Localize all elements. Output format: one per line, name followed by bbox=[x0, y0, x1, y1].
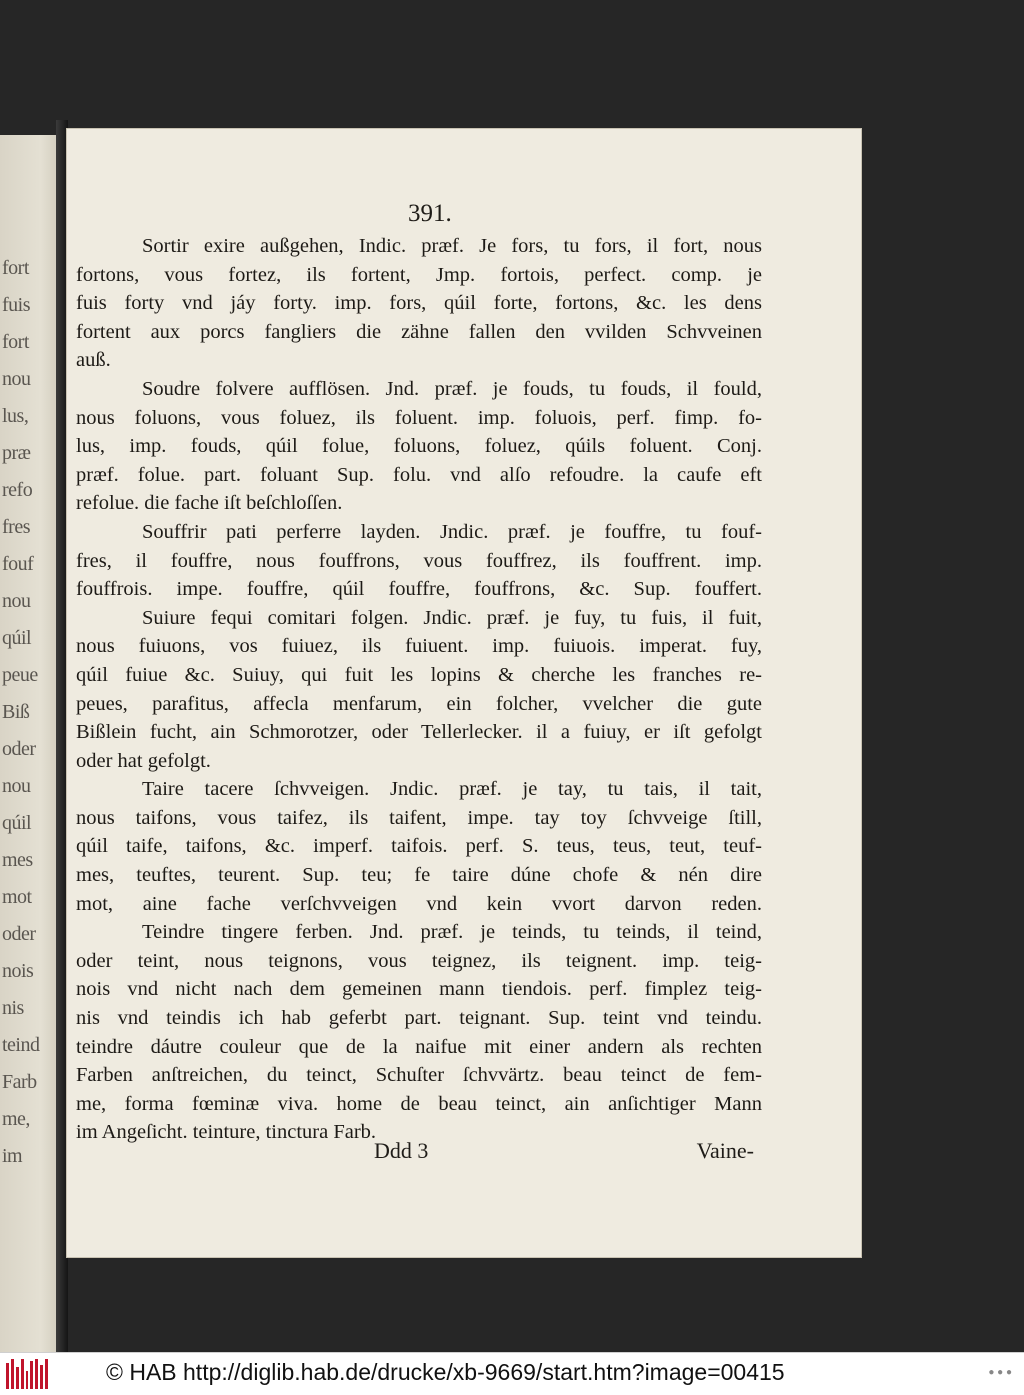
text-line: Taire tacere ſchvveigen. Jndic. præf. je tay, tu tais, il tait, bbox=[142, 778, 762, 801]
text-line: teindre dáutre couleur que de la naifue mit einer andern als rechten bbox=[76, 1035, 762, 1058]
text-line: fres, il fouffre, nous fouffrons, vous fouffrez, ils fouffrent. imp. bbox=[76, 549, 762, 572]
text-line: fortent aux porcs fangliers die zähne fallen den vvilden Schvveinen bbox=[76, 320, 762, 343]
text-line: qúil fuiue &c. Suiuy, qui fuit les lopins & cherche les franches re- bbox=[76, 663, 762, 686]
text-line: Teindre tingere ferben. Jnd. præf. je teinds, tu teinds, il teind, bbox=[142, 921, 762, 944]
viewer-footer bbox=[0, 1352, 1024, 1395]
left-page-fragment: oder bbox=[2, 738, 36, 760]
left-page-fragment: fort bbox=[2, 331, 29, 353]
text-line: oder hat gefolgt. bbox=[76, 749, 211, 772]
text-line: mes, teuftes, teurent. Sup. teu; fe taire dúne chofe & nén dire bbox=[76, 864, 762, 887]
catchword: Vaine- bbox=[696, 1138, 754, 1163]
left-page-fragment: nou bbox=[2, 775, 31, 797]
text-line: lus, imp. fouds, qúil folue, foluons, foluez, qúils foluent. Conj. bbox=[76, 435, 762, 458]
left-page-fragment: fort bbox=[2, 257, 29, 279]
left-page-fragment: mes bbox=[2, 849, 33, 871]
page-number: 391. bbox=[408, 200, 452, 227]
left-page-fragment: lus, bbox=[2, 405, 29, 427]
text-line: Farben anſtreichen, du teinct, Schuſter ſchvvärtz. beau teinct de fem- bbox=[76, 1064, 762, 1087]
text-line: nous fuiuons, vos fuiuez, ils fuiuent. imp. fuiuois. imperat. fuy, bbox=[76, 635, 762, 658]
text-line: nous foluons, vous foluez, ils foluent. imp. foluois, perf. fimp. fo- bbox=[76, 406, 762, 429]
left-page-fragment: refo bbox=[2, 479, 33, 501]
left-page-fragment: teind bbox=[2, 1034, 40, 1056]
copyright-link[interactable]: © HAB http://diglib.hab.de/drucke/xb-9669/start.htm?image=00415 bbox=[106, 1359, 785, 1385]
left-page-fragment: nois bbox=[2, 960, 34, 982]
text-line: Suiure fequi comitari folgen. Jndic. præf. je fuy, tu fuis, il fuit, bbox=[142, 606, 762, 629]
left-page-fragment: peue bbox=[2, 664, 38, 686]
hab-barcode-icon bbox=[6, 1357, 48, 1389]
left-page-fragment: nis bbox=[2, 997, 24, 1019]
left-page-fragment: fres bbox=[2, 516, 30, 538]
left-page-fragment: nou bbox=[2, 368, 31, 390]
text-line: fuis forty vnd jáy forty. imp. fors, qúil forte, fortons, &c. les dens bbox=[76, 292, 762, 315]
left-page-fragment: im bbox=[2, 1145, 23, 1167]
text-line: Soudre folvere aufflösen. Jnd. præf. je fouds, tu fouds, il fould, bbox=[142, 377, 762, 400]
text-line: Souffrir pati perferre layden. Jndic. præf. je fouffre, tu fouf- bbox=[142, 520, 762, 543]
left-page-fragment: qúil bbox=[2, 627, 32, 649]
left-page-fragment: me, bbox=[2, 1108, 30, 1130]
text-line: auß. bbox=[76, 349, 111, 372]
left-page-fragment: Farb bbox=[2, 1071, 37, 1093]
text-line: refolue. die fache iſt beſchloſſen. bbox=[76, 492, 343, 515]
text-line: peues, parafitus, affecla menfarum, ein folcher, vvelcher die gute bbox=[76, 692, 762, 715]
left-page-fragment: præ bbox=[2, 442, 31, 464]
footer-dots-icon: ● ● ● bbox=[988, 1367, 1012, 1378]
page-text bbox=[76, 232, 762, 1147]
left-page-fragment: oder bbox=[2, 923, 36, 945]
left-page-fragment: mot bbox=[2, 886, 32, 908]
text-line: im Angeſicht. teinture, tinctura Farb. bbox=[76, 1121, 377, 1144]
text-line: nous taifons, vous taifez, ils taifent, impe. tay toy ſchvveige ſtill, bbox=[76, 806, 762, 829]
signature-mark: Ddd 3 bbox=[374, 1138, 429, 1163]
text-line: Sortir exire außgehen, Indic. præf. Je fors, tu fors, il fort, nous bbox=[142, 235, 762, 257]
text-line: nis vnd teindis ich hab geferbt part. teignant. Sup. teint vnd teindu. bbox=[76, 1007, 762, 1030]
text-line: Bißlein fucht, ain Schmorotzer, oder Tellerlecker. il a fuiuy, er iſt gefolgt bbox=[76, 721, 762, 744]
left-page-fragment: fuis bbox=[2, 294, 30, 316]
text-line: fortons, vous fortez, ils fortent, Jmp. fortois, perfect. comp. je bbox=[76, 263, 762, 286]
text-line: præf. folue. part. foluant Sup. folu. vnd alſo refoudre. la caufe eft bbox=[76, 463, 762, 486]
text-line: oder teint, nous teignons, vous teignez, ils teignent. imp. teig- bbox=[76, 949, 762, 972]
text-line: nois vnd nicht nach dem gemeinen mann tiendois. perf. fimplez teig- bbox=[76, 978, 762, 1001]
left-page-fragment: fouf bbox=[2, 553, 34, 575]
text-line: me, forma fœminæ viva. home de beau teinct, ain anſichtiger Mann bbox=[76, 1092, 762, 1115]
left-page-fragment: qúil bbox=[2, 812, 32, 834]
left-page-fragment: nou bbox=[2, 590, 31, 612]
left-page-fragment: Biß bbox=[2, 701, 30, 723]
text-line: qúil taife, taifons, &c. imperf. taifois. perf. S. teus, teus, teut, teuf- bbox=[76, 835, 762, 858]
text-line: fouffrois. impe. fouffre, qúil fouffre, fouffrons, &c. Sup. fouffert. bbox=[76, 578, 762, 601]
text-line: mot, aine fache verſchvveigen vnd kein vvort darvon reden. bbox=[76, 892, 762, 915]
